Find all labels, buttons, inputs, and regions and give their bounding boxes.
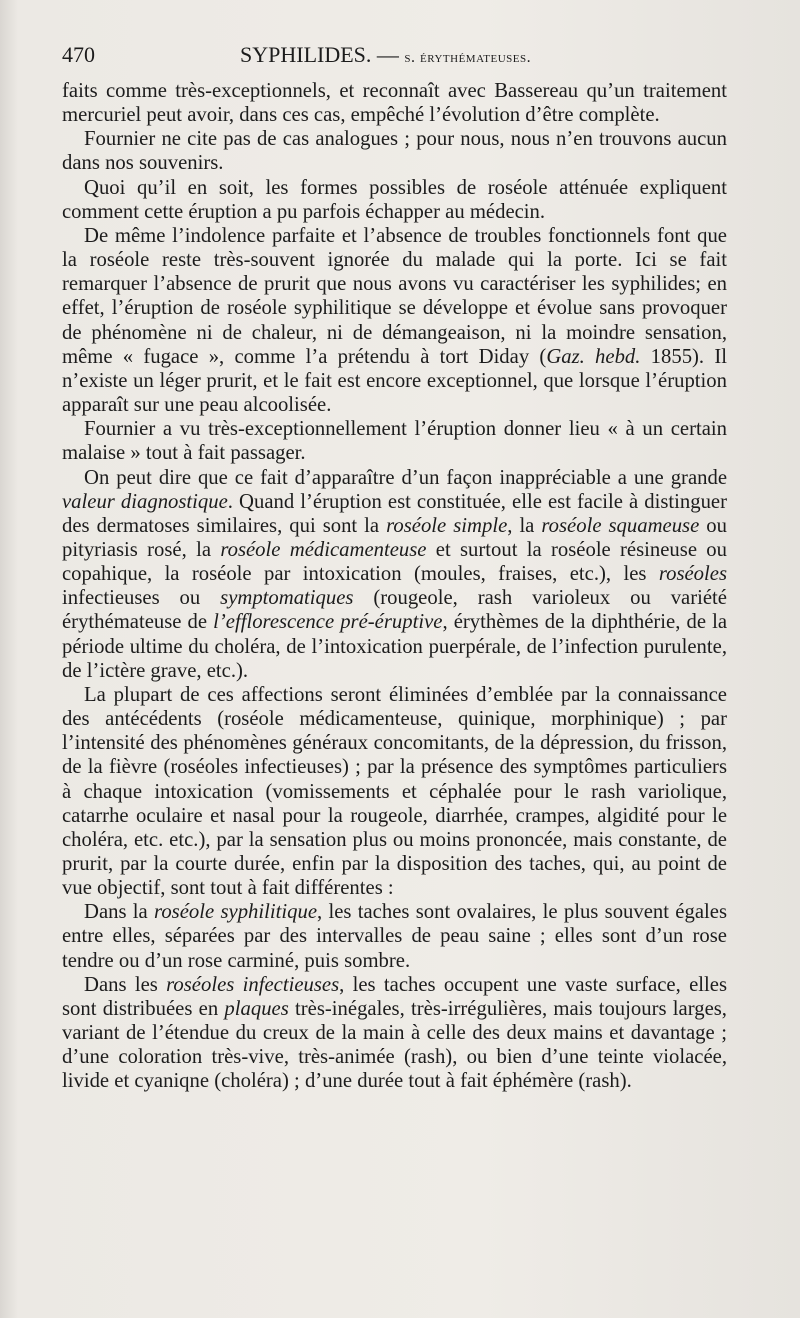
text-run: (rougeole, rash varioleux ou variété érythémateuse de — [62, 587, 727, 634]
italic-run: roséole médicamenteuse — [220, 538, 427, 561]
paragraph — [62, 900, 727, 972]
italic-run: valeur diagnostique — [62, 490, 228, 513]
text-run: 1855). Il n’existe un léger prurit, et le fait est encore exceptionnel, que lorsque l’éruption apparaît sur une peau alcoolisée. — [62, 345, 727, 417]
italic-run: roséole simple — [386, 514, 508, 537]
italic-run: roséole syphilitique — [154, 901, 318, 924]
paragraph — [62, 79, 727, 127]
text-run: Dans la — [84, 901, 155, 924]
paragraph — [62, 224, 727, 417]
italic-run: roséoles — [658, 563, 727, 586]
body-text — [62, 79, 727, 1094]
text-run: Dans les — [84, 973, 167, 996]
text-run: La plupart de ces affections seront éliminées d’emblée par la connaissance des antécédents (roséole médicamenteuse, quinique, morphinique) ; par l’intensité des phénomènes généraux concomitants, de la dépression, du frisson, de la fièvre (roséoles infectieuses) ; par la présence des symptômes particuliers à chaque intoxication (vomissements et céphalée pour le rash variolique, catarrhe oculaire et nasal pour la rougeole, diarrhée, crampes, algidité pour le choléra, etc. etc.), par la sensation plus ou moins prononcée, mais constante, de prurit, par la courte durée, enfin par la disposition des taches, qui, au point de vue objectif, sont tout à fait différentes : — [62, 683, 727, 900]
italic-run: l’efflorescence pré-éruptive — [213, 611, 443, 634]
text-run: On peut dire que ce fait d’apparaître d’un façon inappréciable a une grande — [84, 466, 727, 489]
text-run: De même l’indolence parfaite et l’absence de troubles fonctionnels font que la roséole reste très-souvent ignorée du malade qui la porte. Ici se fait remarquer l’absence de prurit que nous avons vu caractériser les syphilides; en effet, l’éruption de roséole syphilitique se développe et évolue sans provoquer de phénomène ni de chaleur, ni de démangeaison, ni la moindre sensation, même « fugace », comme l’a prétendu à tort Diday ( — [62, 224, 727, 368]
running-title — [240, 42, 531, 68]
italic-run: roséole squameuse — [541, 514, 700, 537]
paragraph — [62, 417, 727, 465]
text-run: , la — [507, 514, 542, 537]
text-run: faits comme très-exceptionnels, et reconnaît avec Bassereau qu’un traitement mercuriel peut avoir, dans ces cas, empêché l’évolution d’être complète. — [62, 80, 727, 127]
paragraph — [62, 127, 727, 175]
text-run: Fournier ne cite pas de cas analogues ; pour nous, nous n’en trouvons aucun dans nos souvenirs. — [62, 128, 727, 175]
text-run: Quoi qu’il en soit, les formes possibles de roséole atténuée expliquent comment cette éruption a pu parfois échapper au médecin. — [62, 176, 727, 223]
italic-run: Gaz. hebd. — [546, 345, 641, 368]
running-title-main: SYPHILIDES. — — [240, 42, 405, 67]
italic-run: symptomatiques — [220, 587, 354, 610]
text-run: , les taches sont ovalaires, le plus souvent égales entre elles, séparées par des intervalles de peau saine ; elles sont d’un rose tendre ou d’un rose carminé, puis sombre. — [62, 901, 727, 972]
page-header — [62, 42, 732, 72]
paragraph — [62, 683, 727, 900]
text-run: et surtout la roséole résineuse ou copahique, la roséole par intoxication (moules, fraises, etc.), les — [62, 538, 727, 586]
text-run: . Quand l’éruption est constituée, elle est facile à distinguer des dermatoses similaires, qui sont la — [62, 490, 727, 537]
text-run: ou pityriasis rosé, la — [62, 514, 727, 561]
text-run: , les taches occupent une vaste surface, elles sont distribuées en — [62, 973, 728, 1020]
paragraph — [62, 176, 727, 224]
text-run: infectieuses ou — [62, 587, 221, 610]
italic-run: plaques — [224, 997, 289, 1020]
text-run: , érythèmes de la diphthérie, de la période ultime du choléra, de l’intoxication puerpérale, de l’infection purulente, de l’ictère grave, etc.). — [62, 611, 727, 682]
running-subtitle: s. érythémateuses. — [404, 49, 532, 66]
text-run: Fournier a vu très-exceptionnellement l’éruption donner lieu « à un certain malaise » tout à fait passager. — [62, 418, 727, 465]
paragraph — [62, 466, 727, 683]
page-number: 470 — [62, 42, 95, 67]
text-run: très-inégales, très-irrégulières, mais toujours larges, variant de l’étendue du creux de la main à celle des deux mains et davantage ; d’une coloration très-vive, très-animée (rash), ou bien d’une teinte violacée, livide et cyaniqne (choléra) ; d’une durée tout à fait éphémère (rash). — [62, 997, 727, 1093]
italic-run: roséoles infectieuses — [166, 973, 340, 996]
paragraph — [62, 973, 727, 1094]
